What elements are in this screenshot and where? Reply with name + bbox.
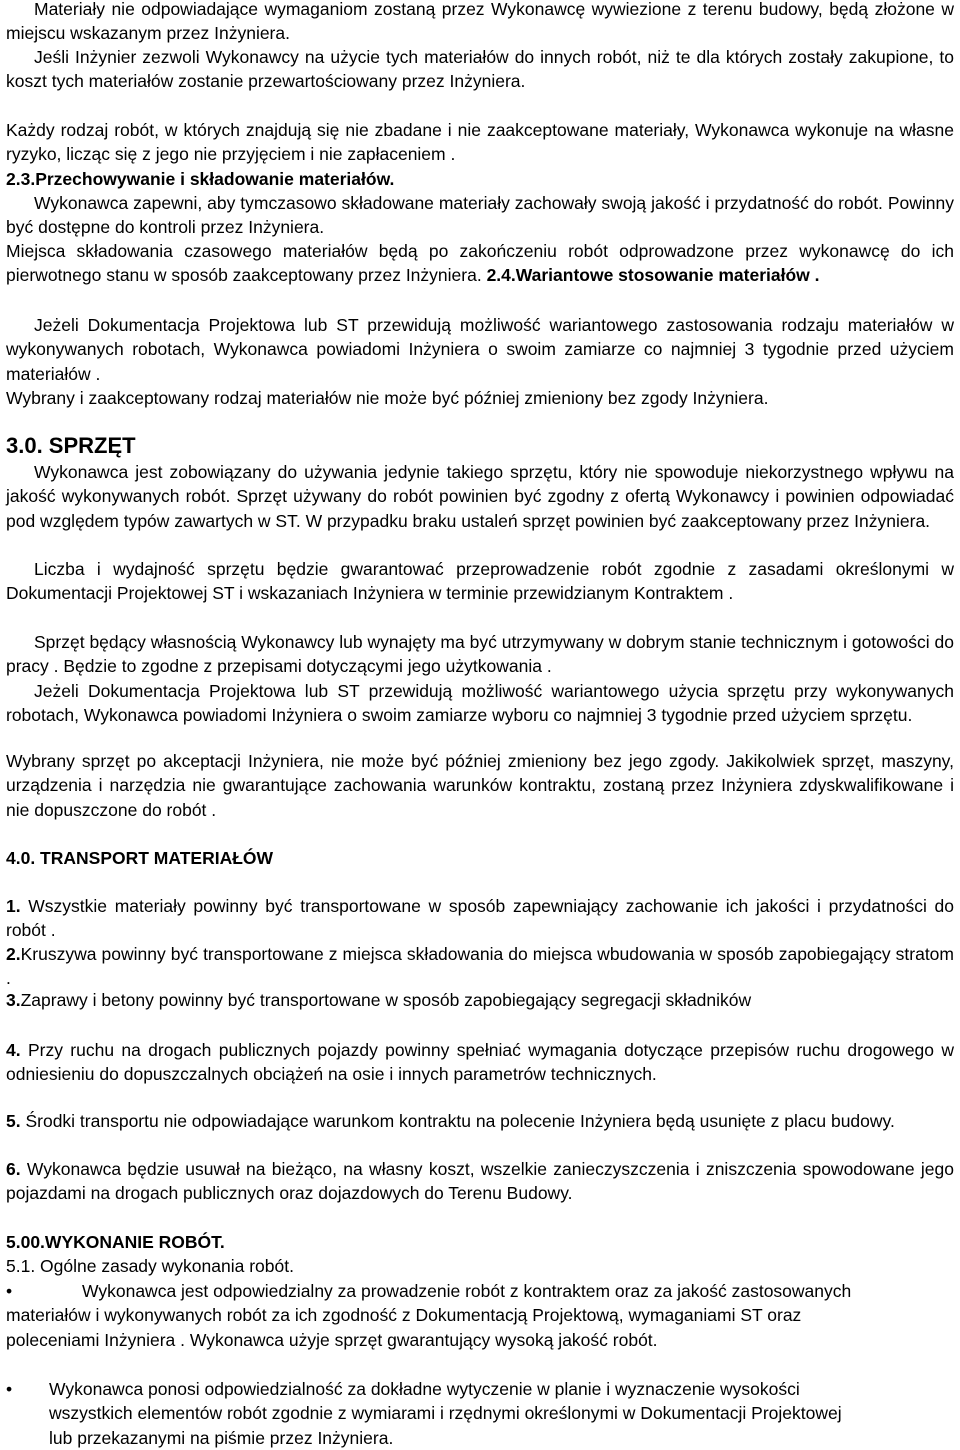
paragraph: Materiały nie odpowiadające wymaganiom zostaną przez Wykonawcę wywiezione z terenu budowy, będą złożone w miejscu wskazanym przez Inżyniera. (6, 0, 954, 44)
section-heading: 4.0. TRANSPORT MATERIAŁÓW (6, 848, 274, 868)
list-number: 6. (6, 1159, 21, 1179)
section-heading: 3.0. SPRZĘT (6, 433, 136, 458)
list-text: Kruszywa powinny być transportowane z miejsca składowania do miejsca wbudowania w sposób zapobiegający stratom . (6, 944, 954, 989)
paragraph: Każdy rodzaj robót, w których znajdują się nie zbadane i nie zaakceptowane materiały, Wykonawca wykonuje na własne ryzyko, licząc się z jego nie przyjęciem i nie zapłaceniem . (6, 120, 954, 165)
section-heading: 5.00.WYKONANIE ROBÓT. (6, 1232, 225, 1252)
paragraph: Jeżeli Dokumentacja Projektowa lub ST przewidują możliwość wariantowego zastosowania rodzaju materiałów w wykonywanych robotach, Wykonawca powiadomi Inżyniera o swoim zamiarze co najmniej 3 tygodnie przed użyciem materiałów . (6, 315, 954, 384)
list-text: Przy ruchu na drogach publicznych pojazdy powinny spełniać wymagania dotyczące przepisów ruchu drogowego w odniesieniu do dopuszczalnych obciążeń na osie i innych parametrów technicznych. (6, 1040, 954, 1085)
list-item (6, 894, 954, 943)
list-text: Wykonawca będzie usuwał na bieżąco, na własny koszt, wszelkie zanieczyszczenia i zniszczenia spowodowane jego pojazdami na drogach publicznych oraz dojazdowych do Terenu Budowy. (6, 1159, 954, 1204)
subsection-heading: 5.1. Ogólne zasady wykonania robót. (6, 1256, 294, 1276)
bullet-item (6, 1377, 954, 1450)
list-item (6, 988, 954, 1012)
paragraph-text: Miejsca składowania czasowego materiałów będą po zakończeniu robót odprowadzone przez wykonawcę do ich pierwotnego stanu w sposób zaakceptowany przez Inżyniera. (6, 241, 954, 286)
paragraph: Sprzęt będący własnością Wykonawcy lub wynajęty ma być utrzymywany w dobrym stanie technicznym i gotowości do pracy . Będzie to zgodne z przepisami dotyczącymi jego użytkowania . (6, 632, 954, 677)
list-number: 2. (6, 944, 21, 964)
section-heading: 2.3.Przechowywanie i składowanie materiałów. (6, 169, 395, 189)
list-item (6, 942, 954, 991)
list-item (6, 1109, 954, 1133)
list-number: 4. (6, 1040, 21, 1060)
bullet-text: Wykonawca jest odpowiedzialny za prowadzenie robót z kontraktem oraz za jakość zastosowanych materiałów i wykonywanych robót za ich zgodność z Dokumentacją Projektową, wymaganiami ST oraz poleceniami Inżyniera . Wykonawca użyje sprzęt gwarantujący wysoką jakość robót. (6, 1281, 852, 1350)
list-text: Środki transportu nie odpowiadające warunkom kontraktu na polecenie Inżyniera będą usunięte z placu budowy. (20, 1111, 895, 1131)
bullet-icon: • (6, 1281, 13, 1301)
paragraph: Wybrany i zaakceptowany rodzaj materiałów nie może być później zmieniony bez zgody Inżyniera. (6, 388, 769, 408)
bullet-item (6, 1279, 954, 1352)
paragraph: Jeśli Inżynier zezwoli Wykonawcy na użycie tych materiałów do innych robót, niż te dla których zostały zakupione, to koszt tych materiałów zostanie przewartościowany przez Inżyniera. (6, 47, 954, 92)
paragraph (6, 239, 954, 288)
section-heading: 2.4.Wariantowe stosowanie materiałów . (486, 265, 820, 286)
paragraph: Liczba i wydajność sprzętu będzie gwarantować przeprowadzenie robót zgodnie z zasadami określonymi w Dokumentacji Projektowej ST i wskazaniach Inżyniera w terminie przewidzianym Kontraktem . (6, 559, 954, 604)
paragraph: Wykonawca zapewni, aby tymczasowo składowane materiały zachowały swoją jakość i przydatność do robót. Powinny być dostępne do kontroli przez Inżyniera. (6, 193, 954, 238)
paragraph: Wykonawca jest zobowiązany do używania jedynie takiego sprzętu, który nie spowoduje niekorzystnego wpływu na jakość wykonywanych robót. Sprzęt używany do robót powinien być zgodny z ofertą Wykonawcy i powinien odpowiadać pod względem typów zawartych w ST. W przypadku braku ustaleń sprzęt powinien być zaakceptowany przez Inżyniera. (6, 462, 954, 531)
list-text: Wszystkie materiały powinny być transportowane w sposób zapewniający zachowanie ich jakości i przydatności do robót . (6, 896, 954, 941)
bullet-text: Wykonawca ponosi odpowiedzialność za dokładne wytyczenie w planie i wyznaczenie wysokości wszystkich elementów robót zgodnie z wymiarami i rzędnymi określonymi w Dokumentacji Projektowej lub przekazanymi na piśmie przez Inżyniera. (49, 1379, 842, 1448)
list-number: 1. (6, 896, 21, 916)
list-item (6, 1038, 954, 1087)
list-number: 3. (6, 990, 21, 1010)
list-text: Zaprawy i betony powinny być transportowane w sposób zapobiegający segregacji składników (20, 990, 752, 1010)
paragraph: Jeżeli Dokumentacja Projektowa lub ST przewidują możliwość wariantowego użycia sprzętu przy wykonywanych robotach, Wykonawca powiadomi Inżyniera o swoim zamiarze wyboru co najmniej 3 tygodnie przed użyciem sprzętu. (6, 681, 954, 726)
bullet-icon: • (6, 1379, 13, 1399)
list-number: 5. (6, 1111, 21, 1131)
paragraph: Wybrany sprzęt po akceptacji Inżyniera, nie może być później zmieniony bez jego zgody. Jakikolwiek sprzęt, maszyny, urządzenia i narzędzia nie gwarantujące zachowania warunków kontraktu, zostaną przez Inżyniera zdyskwalifikowane i nie dopuszczone do robót . (6, 751, 954, 820)
list-item (6, 1157, 954, 1206)
